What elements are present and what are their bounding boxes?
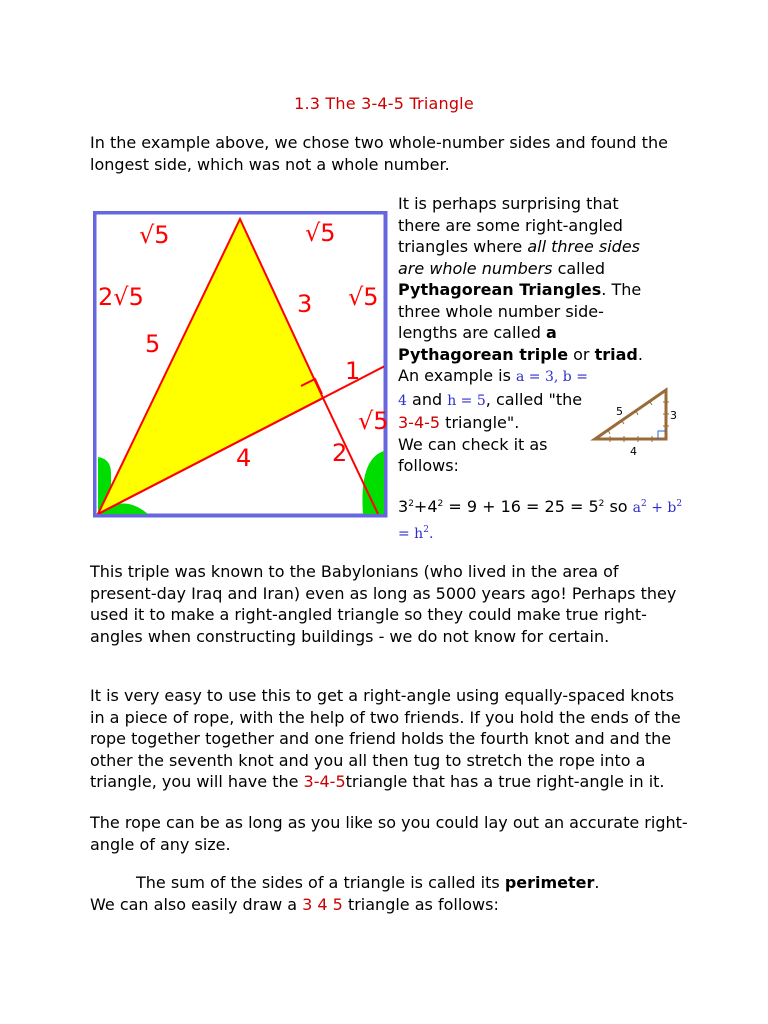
rope-paragraph: It is very easy to use this to get a right-angle using equally-spaced knots in a piece of rope, with the help of two friends. If you hold the ends of the rope together together and one friend holds the fourth knot and and the other the seventh knot and you all then tug to stretch the rope into a triangle, you will have the 3-4-5triangle that has a true right-angle in it.	[90, 686, 681, 791]
label-left: 2√5	[98, 283, 144, 311]
label-top-left: √5	[139, 221, 170, 249]
label-seg1: 1	[345, 357, 361, 385]
label-right-lower: √5	[358, 407, 389, 435]
rope-length-paragraph: The rope can be as long as you like so you could lay out an accurate right-angle of any size.	[90, 813, 688, 854]
label-top-right: √5	[305, 219, 336, 247]
label-seg2: 2	[332, 439, 348, 467]
small-label-3: 3	[670, 409, 677, 422]
label-side5: 5	[145, 330, 161, 358]
example-text: An example is a = 3, b = 4 and h = 5, called "the 3-4-5 triangle". We can check it as follows:	[398, 366, 588, 475]
page-title: 1.3 The 3-4-5 Triangle	[294, 94, 474, 113]
small-label-5: 5	[616, 405, 623, 418]
label-side3: 3	[297, 290, 313, 318]
small-triangle	[595, 390, 666, 439]
perimeter-paragraph: The sum of the sides of a triangle is called its perimeter. We can also easily draw a 3 4 5 triangle as follows:	[90, 873, 600, 914]
intro-paragraph: In the example above, we chose two whole-number sides and found the longest side, which was not a whole number.	[90, 133, 668, 174]
babylonians-paragraph: This triple was known to the Babylonians (who lived in the area of present-day Iraq and Iran) even as long as 5000 years ago! Perhaps they used it to make a right-angled triangle so they could make true right-angles when constructing buildings - we do not know for certain.	[90, 562, 677, 646]
small-label-4: 4	[630, 445, 637, 458]
label-right-upper: √5	[348, 283, 379, 311]
label-side4: 4	[236, 444, 252, 472]
triangle-figure	[93, 211, 389, 519]
pythagorean-intro: It is perhaps surprising that there are some right-angled triangles where all three sides are whole numbers called Pythagorean Triangles. The three whole number side-lengths are called a Pythagorean triple or triad.	[398, 194, 643, 364]
check-equation: $3^2+4^2 = 9 + 16 = 25 = 5^2$ so $a^2 + b^2 = h^2$.	[398, 497, 683, 542]
small-triangle-figure	[590, 384, 690, 459]
